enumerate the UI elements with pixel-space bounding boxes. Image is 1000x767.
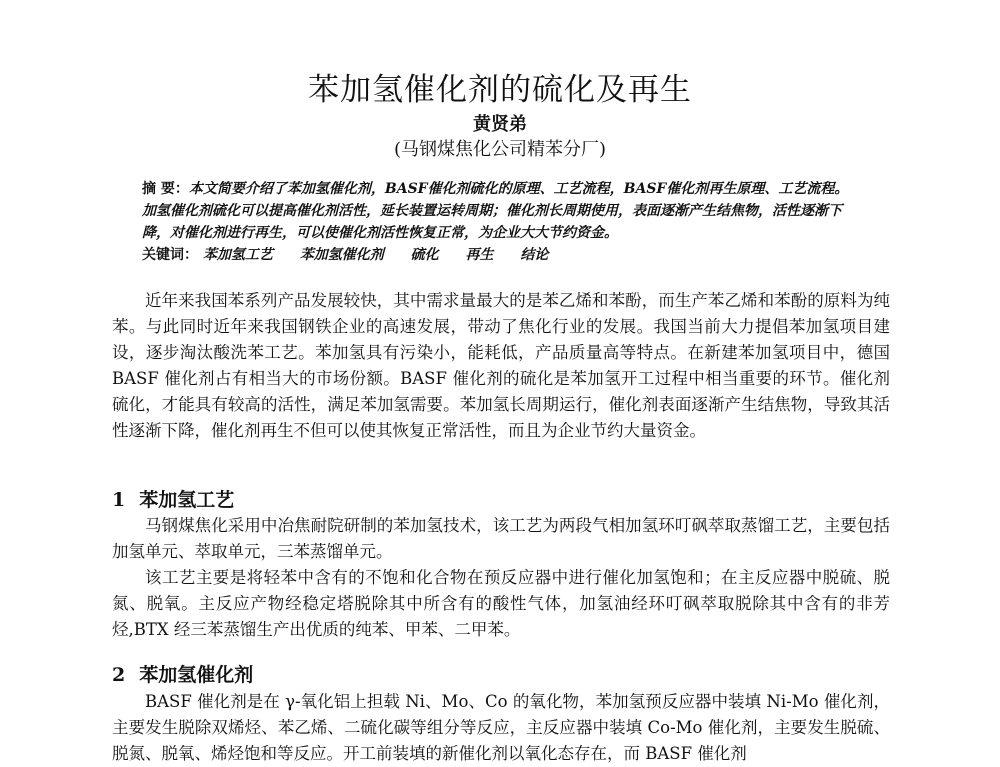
abstract-text: 本文简要介绍了苯加氢催化剂，BASF催化剂硫化的原理、工艺流程，BASF催化剂再生原理、工艺流程。加氢催化剂硫化可以提高催化剂活性，延长装置运转周期；催化剂长周期使用，表面逐渐产生结焦物，活性逐渐下降，对催化剂进行再生，可以使催化剂活性恢复正常，为企业大大节约资金。 — [142, 181, 849, 241]
section-2-paragraph-1: BASF 催化剂是在 γ-氧化铝上担载 Ni、Mo、Co 的氧化物，苯加氢预反应器中装填 Ni-Mo 催化剂，主要发生脱除双烯烃、苯乙烯、二硫化碳等组分等反应，主反应器中装填 Co-Mo 催化剂，主要发生脱硫、脱氮、脱氧、烯烃饱和等反应。开工前装填的新催化剂以氧化态存在，而 BASF 催化剂 — [112, 692, 890, 763]
paper-title: 苯加氢催化剂的硫化及再生 — [308, 72, 692, 108]
section-1-title: 苯加氢工艺 — [139, 489, 235, 511]
keyword: 结论 — [520, 247, 549, 263]
keywords-label: 关键词： — [142, 247, 198, 263]
section-2-title: 苯加氢催化剂 — [139, 664, 254, 686]
keyword: 再生 — [465, 247, 494, 263]
section-1-paragraph-2: 该工艺主要是将轻苯中含有的不饱和化合物在预反应器中进行催化加氢饱和；在主反应器中脱硫、脱氮、脱氧。主反应产物经稳定塔脱除其中所含有的酸性气体，加氢油经环叮砜萃取脱除其中含有的非芳烃,BTX 经三苯蒸馏生产出优质的纯苯、甲苯、二甲苯。 — [112, 568, 890, 639]
section-1-paragraph-1: 马钢煤焦化采用中冶焦耐院研制的苯加氢技术，该工艺为两段气相加氢环叮砜萃取蒸馏工艺，主要包括加氢单元、萃取单元，三苯蒸馏单元。 — [112, 516, 890, 561]
author-affiliation: (马钢煤焦化公司精苯分厂) — [393, 139, 607, 160]
intro-paragraph: 近年来我国苯系列产品发展较快，其中需求量最大的是苯乙烯和苯酚，而生产苯乙烯和苯酚的原料为纯苯。与此同时近年来我国钢铁企业的高速发展，带动了焦化行业的发展。我国当前大力提倡苯加氢项目建设，逐步淘汰酸洗苯工艺。苯加氢具有污染小，能耗低，产品质量高等特点。在新建苯加氢项目中，德国 BASF 催化剂占有相当大的市场份额。BASF 催化剂的硫化是苯加氢开工过程中相当重要的环节。催化剂硫化，才能具有较高的活性，满足苯加氢需要。苯加氢长周期运行，催化剂表面逐渐产生结焦物，导致其活性逐渐下降，催化剂再生不但可以使其恢复正常活性，而且为企业节约大量资金。 — [112, 291, 890, 440]
section-1-number: 1 — [112, 489, 126, 511]
keyword: 硫化 — [410, 247, 439, 263]
abstract-label: 摘 要： — [142, 181, 189, 197]
author-name: 黄贤弟 — [473, 114, 527, 135]
keyword: 苯加氢工艺 — [202, 247, 273, 263]
section-1-heading — [112, 487, 234, 513]
abstract — [142, 178, 858, 244]
section-2-number: 2 — [112, 664, 126, 686]
keywords — [142, 244, 858, 266]
section-2-heading — [112, 662, 253, 688]
keyword: 苯加氢催化剂 — [299, 247, 384, 263]
